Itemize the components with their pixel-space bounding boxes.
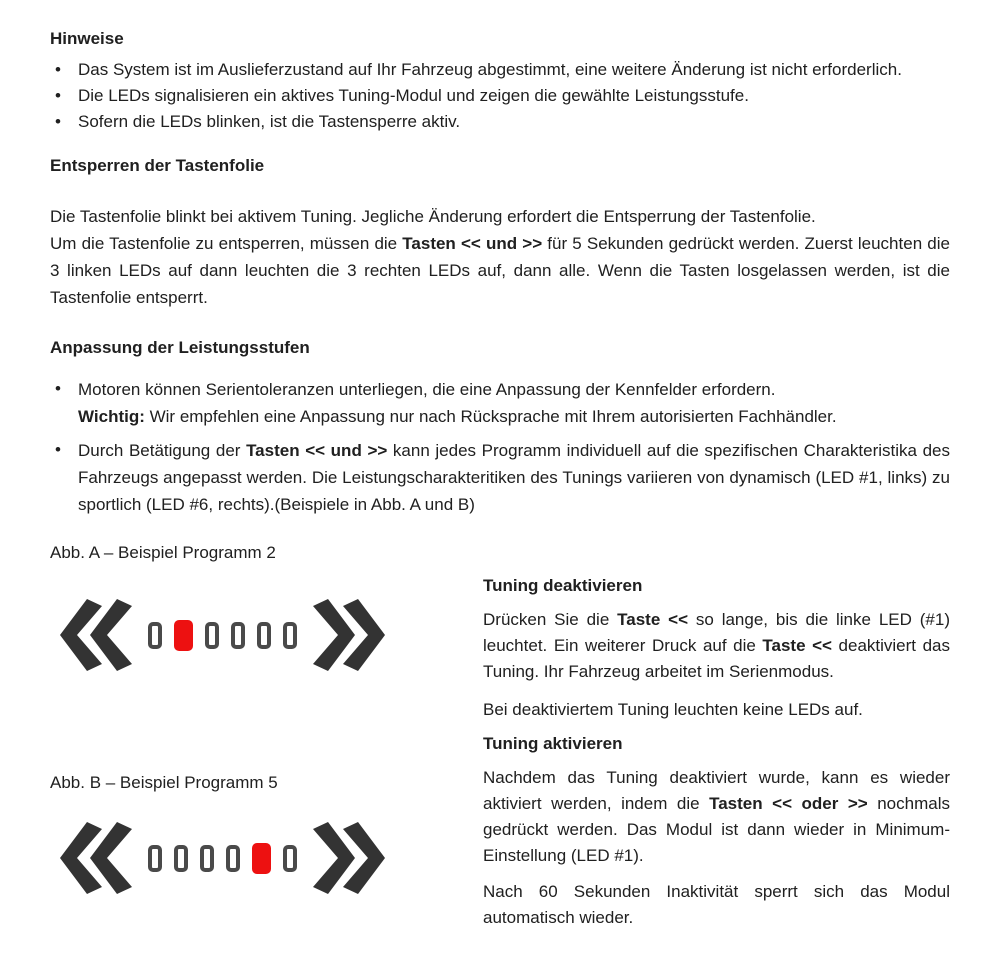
led-indicator-off <box>148 622 162 649</box>
bullet-marker: • <box>55 379 61 398</box>
bullet-text: Die LEDs signalisieren ein aktives Tuning-Modul und zeigen die gewählte Leistungsstufe. <box>78 86 749 105</box>
bullet-text: Das System ist im Auslieferzustand auf Ihr Fahrzeug abgestimmt, eine weitere Änderung ist nicht erforderlich. <box>78 60 902 79</box>
bullet-text <box>78 376 950 430</box>
double-chevron-left-icon <box>60 822 132 894</box>
led-indicator-on <box>252 843 271 874</box>
bullet-marker: • <box>55 60 61 79</box>
led-indicator-off <box>257 622 271 649</box>
figure-instruction-area <box>50 542 950 931</box>
paragraph: Nachdem das Tuning deaktiviert wurde, kann es wieder aktiviert werden, indem die Tasten << oder >> nochmals gedrückt werden. Das Modul ist dann wieder in Minimum-Einstellung (LED #1). <box>483 768 950 865</box>
section-title-entsperren: Entsperren der Tastenfolie <box>50 156 265 175</box>
bullet-item <box>50 376 950 430</box>
led-indicator-off <box>226 845 240 872</box>
led-indicator-off <box>174 845 188 872</box>
led-row <box>148 620 297 651</box>
bullet-item <box>50 109 950 135</box>
led-panel-figure-b <box>60 822 483 894</box>
paragraph: Drücken Sie die Taste << so lange, bis die linke LED (#1) leuchtet. Ein weiterer Druck auf die Taste << deaktiviert das Tuning. Ihr Fahrzeug arbeitet im Serienmodus. <box>483 610 950 681</box>
led-indicator-off <box>283 845 297 872</box>
bullet-list <box>50 376 950 518</box>
bullet-item <box>50 57 950 83</box>
section-anpassung <box>50 337 950 518</box>
double-chevron-right-icon <box>313 599 385 671</box>
section-title-tuning-deaktivieren: Tuning deaktivieren <box>483 576 643 595</box>
figures-column <box>50 542 483 931</box>
bullet-item <box>50 437 950 518</box>
figure-b-label: Abb. B – Beispiel Programm 5 <box>50 773 278 792</box>
figure-a-label: Abb. A – Beispiel Programm 2 <box>50 543 276 562</box>
led-indicator-off <box>148 845 162 872</box>
bullet-text: Sofern die LEDs blinken, ist die Tastensperre aktiv. <box>78 112 461 131</box>
paragraph: Die Tastenfolie blinkt bei aktivem Tuning. Jegliche Änderung erfordert die Entsperrung der Tastenfolie. <box>50 207 816 226</box>
section-title-anpassung: Anpassung der Leistungsstufen <box>50 338 310 357</box>
led-panel-figure-a <box>60 599 483 671</box>
bullet-line: Motoren können Serientoleranzen unterliegen, die eine Anpassung der Kennfelder erfordern. <box>78 380 776 399</box>
bullet-text: Durch Betätigung der Tasten << und >> kann jedes Programm individuell auf die spezifischen Charakteristika des Fahrzeugs angepasst werden. Die Leistungscharakteritiken des Tunings variieren von dynamisch (LED #1, links) zu sportlich (LED #6, rechts).(Beispiele in Abb. A und B) <box>78 441 950 514</box>
led-indicator-off <box>205 622 219 649</box>
led-indicator-off <box>200 845 214 872</box>
section-title-tuning-aktivieren: Tuning aktivieren <box>483 734 623 753</box>
led-indicator-off <box>283 622 297 649</box>
instructions-column <box>483 542 950 931</box>
bullet-item <box>50 83 950 109</box>
paragraph: Um die Tastenfolie zu entsperren, müssen die Tasten << und >> für 5 Sekunden gedrückt werden. Zuerst leuchten die 3 linken LEDs auf dann leuchten die 3 rechten LEDs auf, dann alle. Wenn die Tasten losgelassen werden, ist die Tastenfolie entsperrt. <box>50 234 950 307</box>
double-chevron-left-icon <box>60 599 132 671</box>
led-indicator-off <box>231 622 245 649</box>
section-hinweise <box>50 28 950 135</box>
paragraph: Nach 60 Sekunden Inaktivität sperrt sich das Modul automatisch wieder. <box>483 882 950 927</box>
double-chevron-right-icon <box>313 822 385 894</box>
bullet-marker: • <box>55 440 61 459</box>
bullet-line: Wichtig: Wir empfehlen eine Anpassung nur nach Rücksprache mit Ihrem autorisierten Fachhändler. <box>78 407 837 426</box>
section-title-hinweise: Hinweise <box>50 29 124 48</box>
led-indicator-on <box>174 620 193 651</box>
bullet-marker: • <box>55 112 61 131</box>
section-entsperren <box>50 155 950 311</box>
bullet-marker: • <box>55 86 61 105</box>
paragraph-block <box>50 203 950 311</box>
paragraph: Bei deaktiviertem Tuning leuchten keine LEDs auf. <box>483 700 863 719</box>
led-row <box>148 843 297 874</box>
